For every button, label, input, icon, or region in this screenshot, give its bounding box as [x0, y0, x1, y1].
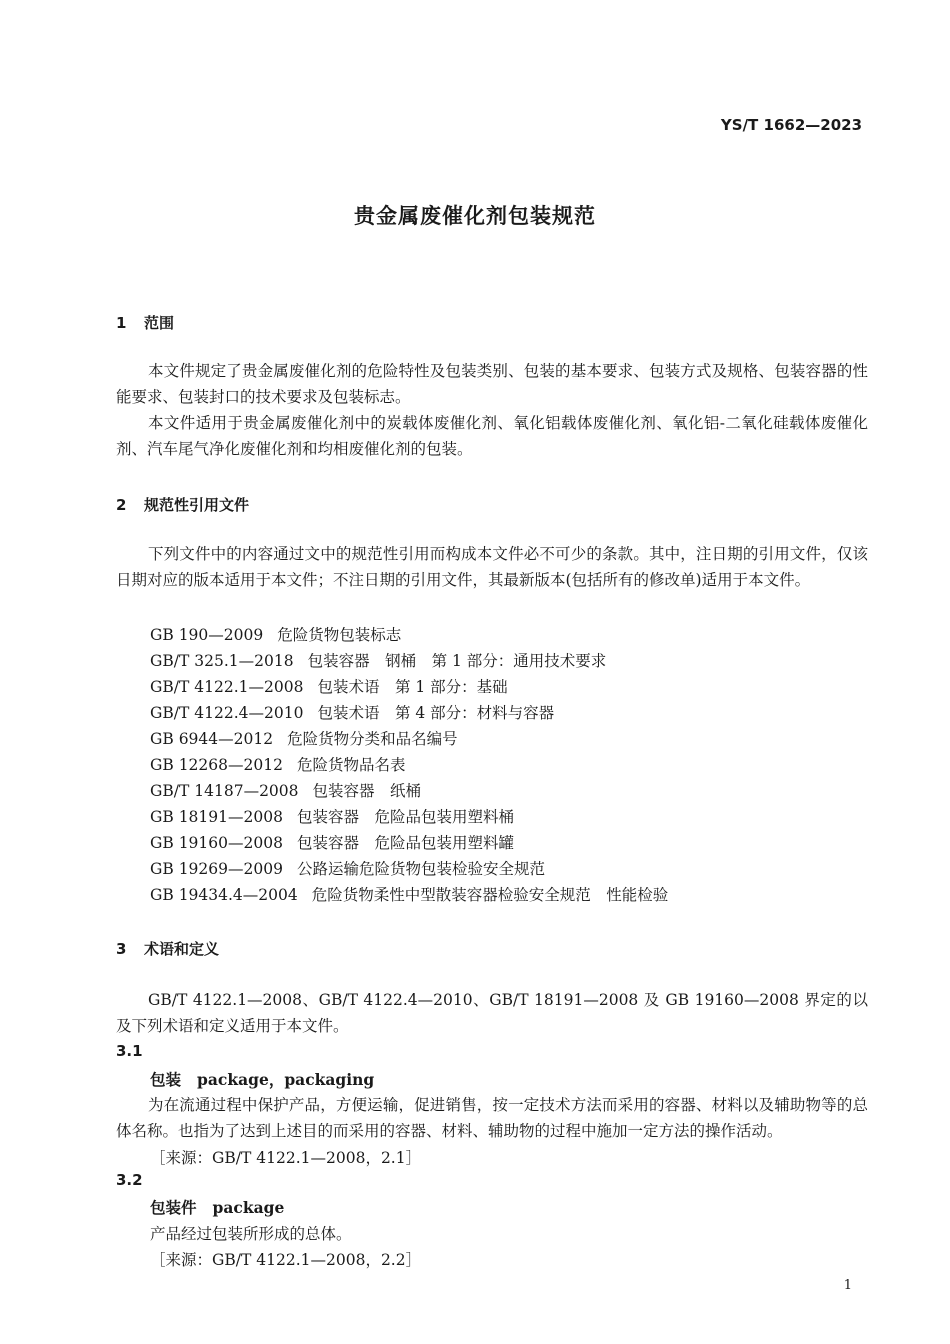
term-heading	[150, 1196, 284, 1218]
reference-code: GB 190—2009	[150, 626, 264, 644]
reference-item	[150, 623, 401, 645]
reference-code: GB 19160—2008	[150, 834, 283, 852]
reference-item	[150, 701, 554, 723]
reference-item	[150, 857, 545, 879]
reference-title: 危险货物分类和品名编号	[287, 730, 458, 748]
reference-item	[150, 883, 668, 905]
standard-code: YS/T 1662—2023	[720, 116, 862, 134]
reference-title: 包装容器 钢桶 第 1 部分：通用技术要求	[307, 652, 607, 670]
reference-item	[150, 805, 514, 827]
reference-code: GB 18191—2008	[150, 808, 283, 826]
reference-title: 危险货物柔性中型散装容器检验安全规范 性能检验	[311, 886, 669, 904]
reference-title: 危险货物品名表	[296, 756, 406, 774]
term-definition: 产品经过包装所形成的总体。	[150, 1225, 352, 1243]
page-number: 1	[843, 1278, 852, 1293]
term-en: package	[212, 1198, 285, 1217]
term-source: ［来源：GB/T 4122.1—2008，2.2］	[150, 1251, 422, 1269]
paragraph: 下列文件中的内容通过文中的规范性引用而构成本文件必不可少的条款。其中，注日期的引用文件，仅该日期对应的版本适用于本文件；不注日期的引用文件，其最新版本(包括所有的修改单)适用于本文件。	[116, 545, 868, 589]
reference-code: GB 6944—2012	[150, 730, 274, 748]
reference-title: 包装容器 危险品包装用塑料桶	[296, 808, 514, 826]
reference-title: 包装容器 危险品包装用塑料罐	[296, 834, 514, 852]
section-title: 术语和定义	[144, 940, 220, 958]
term-zh: 包装	[150, 1071, 182, 1089]
reference-item	[150, 727, 458, 749]
reference-item	[150, 649, 606, 671]
term-zh: 包装件	[150, 1199, 197, 1217]
section-number: 2	[116, 496, 127, 514]
section-number: 3	[116, 940, 127, 958]
section-1-heading	[116, 312, 174, 333]
reference-title: 危险货物包装标志	[277, 626, 402, 644]
section-3-heading	[116, 938, 219, 959]
reference-title: 包装术语 第 4 部分：材料与容器	[317, 704, 555, 722]
reference-item	[150, 831, 514, 853]
term-number: 3.2	[116, 1171, 143, 1189]
paragraph: 本文件适用于贵金属废催化剂中的炭载体废催化剂、氧化铝载体废催化剂、氧化铝-二氧化硅载体废催化剂、汽车尾气净化废催化剂和均相废催化剂的包装。	[116, 414, 868, 458]
reference-code: GB 12268—2012	[150, 756, 283, 774]
reference-item	[150, 779, 421, 801]
reference-title: 包装术语 第 1 部分：基础	[317, 678, 508, 696]
reference-code: GB/T 325.1—2018	[150, 652, 294, 670]
section-title: 规范性引用文件	[144, 496, 250, 514]
section-title: 范围	[144, 314, 175, 332]
reference-code: GB 19269—2009	[150, 860, 283, 878]
paragraph: GB/T 4122.1—2008、GB/T 4122.4—2010、GB/T 18191—2008 及 GB 19160—2008 界定的以及下列术语和定义适用于本文件。	[116, 991, 868, 1035]
reference-code: GB/T 4122.4—2010	[150, 704, 304, 722]
paragraph: 本文件规定了贵金属废催化剂的危险特性及包装类别、包装的基本要求、包装方式及规格、包装容器的性能要求、包装封口的技术要求及包装标志。	[116, 362, 868, 406]
section-2-heading	[116, 494, 249, 515]
term-definition: 为在流通过程中保护产品，方便运输，促进销售，按一定技术方法而采用的容器、材料以及辅助物等的总体名称。也指为了达到上述目的而采用的容器、材料、辅助物的过程中施加一定方法的操作活动。	[116, 1096, 868, 1140]
reference-code: GB 19434.4—2004	[150, 886, 298, 904]
reference-title: 包装容器 纸桶	[312, 782, 422, 800]
reference-title: 公路运输危险货物包装检验安全规范	[296, 860, 545, 878]
reference-code: GB/T 14187—2008	[150, 782, 299, 800]
reference-item	[150, 675, 508, 697]
term-number: 3.1	[116, 1042, 143, 1060]
reference-code: GB/T 4122.1—2008	[150, 678, 304, 696]
term-heading	[150, 1068, 374, 1090]
term-source: ［来源：GB/T 4122.1—2008，2.1］	[150, 1149, 422, 1167]
term-en: package，packaging	[197, 1070, 375, 1089]
document-title: 贵金属废催化剂包装规范	[354, 204, 596, 228]
section-number: 1	[116, 314, 127, 332]
reference-item	[150, 753, 405, 775]
